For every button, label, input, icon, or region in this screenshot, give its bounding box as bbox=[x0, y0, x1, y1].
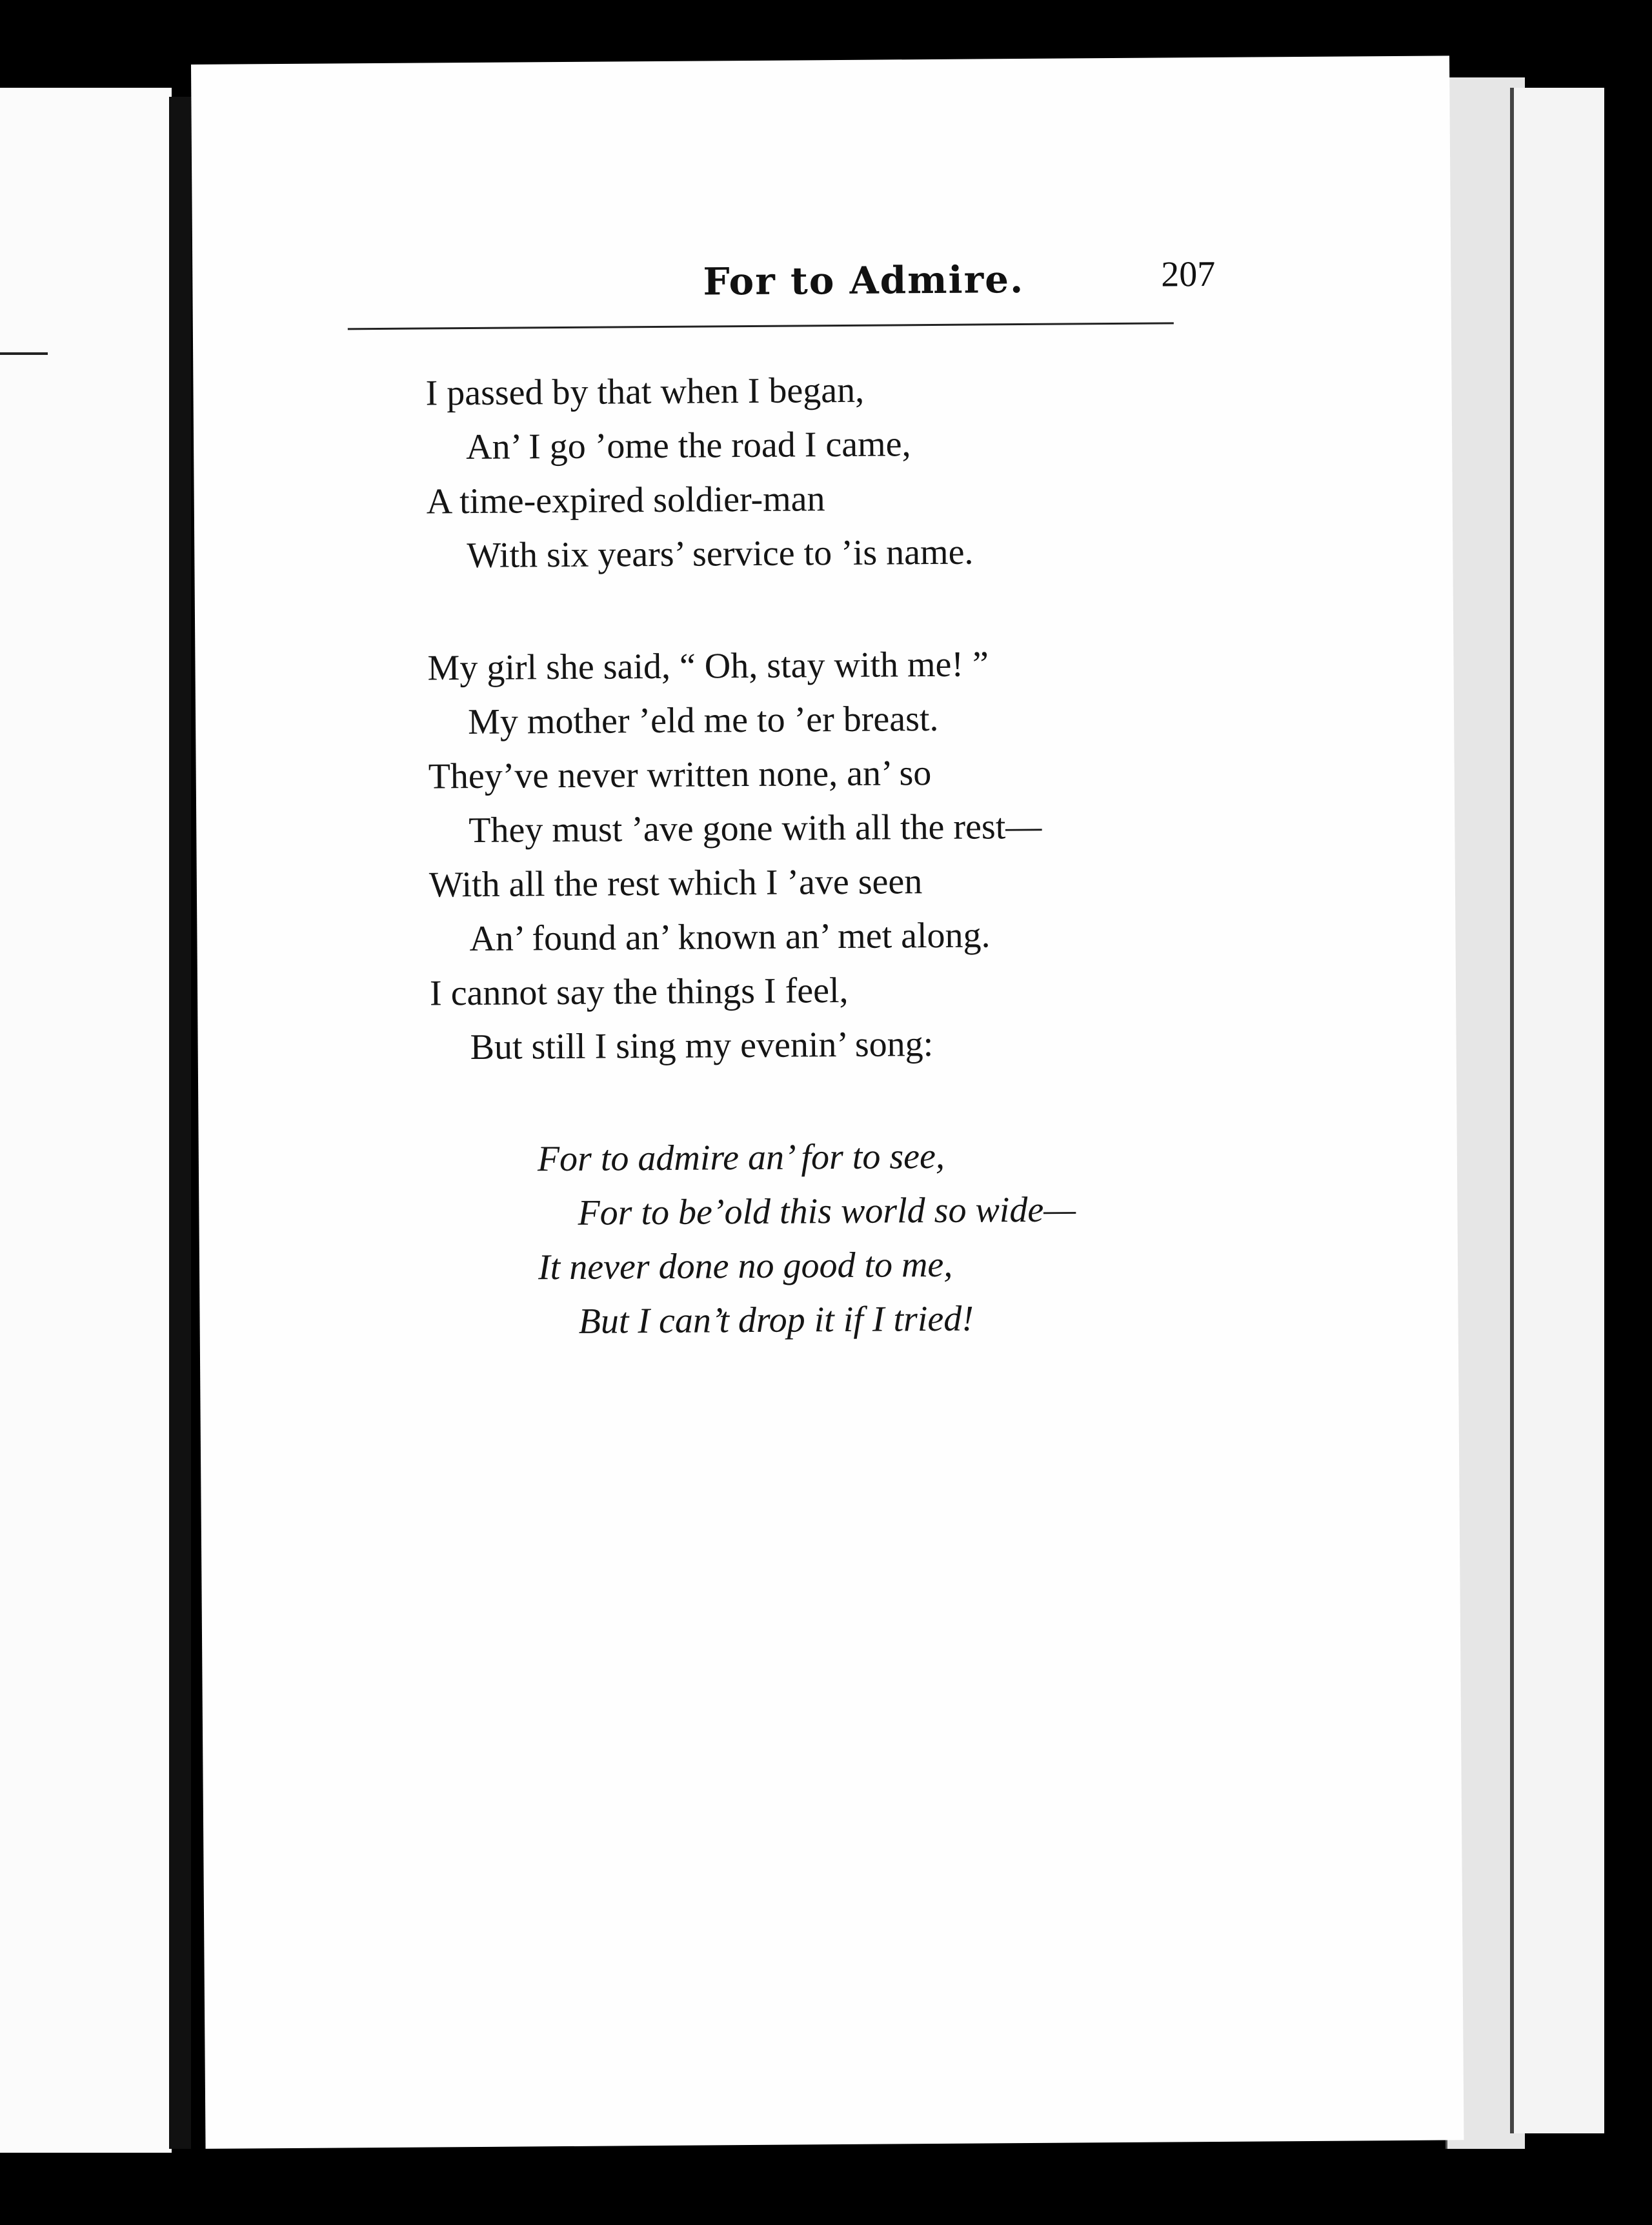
poem-line: With six years’ service to ’is name. bbox=[467, 532, 974, 576]
left-page-rule bbox=[0, 352, 48, 355]
page-edges-outer bbox=[1510, 88, 1604, 2133]
page-number: 207 bbox=[1161, 254, 1216, 295]
poem-line: A time-expired soldier-man bbox=[426, 479, 825, 522]
refrain-line: For to be’old this world so wide— bbox=[578, 1189, 1076, 1233]
poem-line: They’ve never written none, an’ so bbox=[428, 753, 932, 797]
refrain-line: It never done no good to me, bbox=[538, 1244, 953, 1288]
header-rule bbox=[348, 322, 1174, 330]
book-page bbox=[191, 55, 1464, 2149]
stanza-1 bbox=[425, 359, 1395, 583]
poem-line: My girl she said, “ Oh, stay with me! ” bbox=[427, 644, 989, 689]
left-page bbox=[0, 88, 172, 2153]
poem-line: I cannot say the things I feel, bbox=[429, 970, 849, 1014]
poem-line: They must ’ave gone with all the rest— bbox=[468, 806, 1042, 851]
refrain-line: For to admire an’ for to see, bbox=[537, 1136, 945, 1180]
refrain bbox=[538, 1126, 1400, 1349]
stanza-2 bbox=[427, 634, 1398, 1074]
poem-line: My mother ’eld me to ’er breast. bbox=[467, 698, 939, 743]
poem-line: But still I sing my evenin’ song: bbox=[470, 1024, 934, 1068]
refrain-line: But I can’t drop it if I tried! bbox=[578, 1298, 974, 1342]
poem-line: With all the rest which I ’ave seen bbox=[428, 861, 923, 905]
poem-line: I passed by that when I began, bbox=[425, 370, 865, 414]
running-head-title: For to Admire. bbox=[703, 257, 1025, 304]
running-head bbox=[192, 249, 1451, 310]
poem bbox=[425, 359, 1400, 1407]
poem-line: An’ I go ’ome the road I came, bbox=[465, 424, 911, 468]
poem-line: An’ found an’ known an’ met along. bbox=[469, 915, 991, 960]
book-gutter bbox=[169, 97, 191, 2149]
